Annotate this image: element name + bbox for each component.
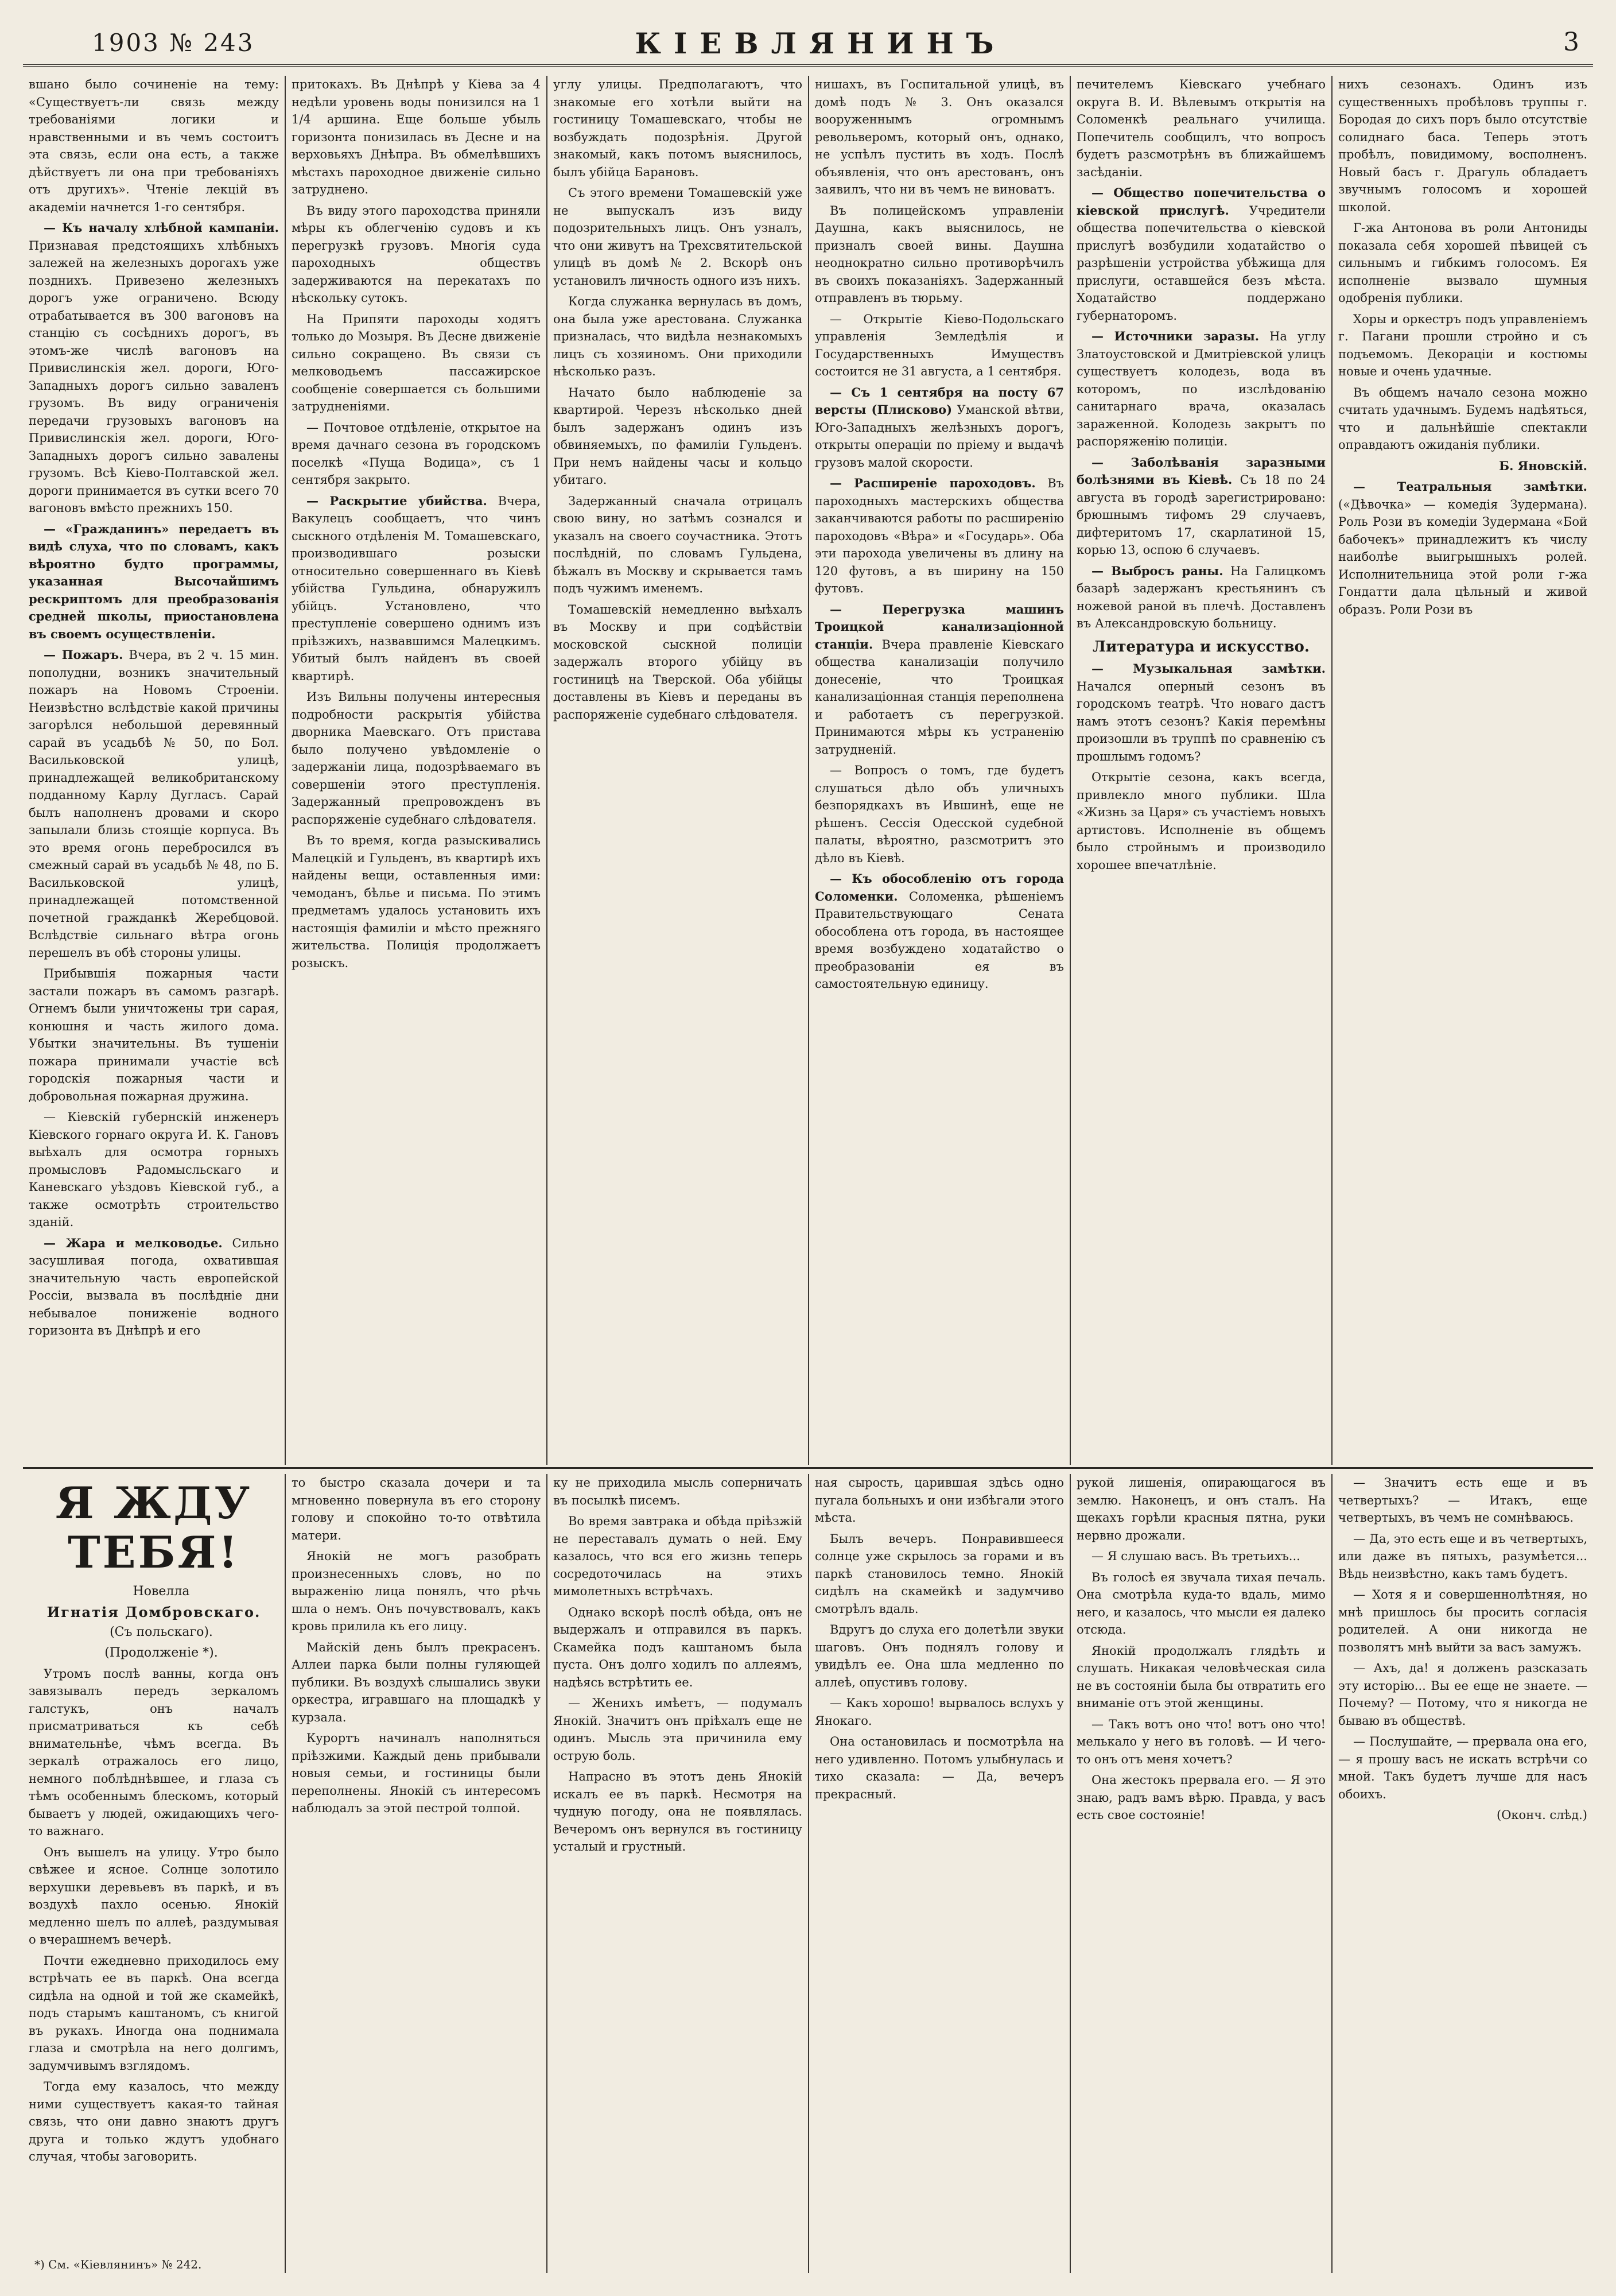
paragraph: Когда служанка вернулась въ домъ, она была уже арестована. Служанка призналась, что видѣла незнакомыхъ лицъ съ хозяиномъ. Они приходили нѣсколько разъ. bbox=[553, 294, 802, 378]
paragraph: Открытіе сезона, какъ всегда, привлекло много публики. Шла «Жизнь за Царя» съ участіемъ новыхъ артистовъ. Исполненіе въ общемъ было стройнымъ и производило хорошее впечатлѣніе. bbox=[1077, 770, 1326, 872]
news-text: Вчера, въ 2 ч. 15 мин. пополудни, возникъ значительный пожаръ на Новомъ Строеніи. Неизвѣстно вслѣдствіе какой причины загорѣлся небольшой деревянный сарай въ усадьбѣ № 50, по Бол. Васильковской улицѣ, принадлежащей великобританскому подданному Карлу Дугласъ. Сарай былъ наполненъ дровами и скоро запылали близь стоящіе корпуса. Въ это время огонь перебросился въ смежный сарай въ усадьбѣ № 48, по Б. Васильковской улицѣ, принадлежащей потомственной почетной гражданкѣ Жеребцовой. Вслѣдствіе сильнаго вѣтра огонь перешелъ въ обѣ стороны улицы. bbox=[29, 648, 279, 960]
news-heading: — Къ началу хлѣбной кампаніи. bbox=[44, 220, 279, 235]
news-text: Начался оперный сезонъ въ городскомъ театрѣ. Что новаго дастъ намъ этотъ сезонъ? Какія перемѣны произошли въ труппѣ по сравненію съ прошлымъ годомъ? bbox=[1077, 679, 1326, 763]
paragraph: Въ общемъ начало сезона можно считать удачнымъ. Будемъ надѣяться, что и дальнѣйшіе спектакли оправдаютъ ожиданія публики. bbox=[1338, 385, 1587, 452]
paragraph: нихъ сезонахъ. Одинъ изъ существенныхъ пробѣловъ труппы г. Бородая до сихъ поръ было отсутствіе солиднаго баса. Теперь этотъ пробѣлъ, повидимому, восполненъ. Новый басъ г. Драгуль обладаетъ звучнымъ голосомъ и хорошей школой. bbox=[1338, 77, 1587, 214]
news-text: Вчера, Вакулецъ сообщаетъ, что чинъ сыскного отдѣленія М. Томашевскаго, производившаго розыски относительно совершеннаго въ Кіевѣ убійства Гульдина, обнаружилъ убійцъ. Установлено, что преступленіе совершено однимъ изъ пріѣзжихъ, назвавшимся Малецкимъ. Убитый былъ найденъ въ своей квартирѣ. bbox=[292, 494, 541, 683]
paragraph: — Да, это есть еще и въ четвертыхъ, или даже въ пятыхъ, разумѣется... Вѣдь неизвѣстно, какъ тамъ будетъ. bbox=[1338, 1531, 1587, 1581]
paragraph: печителемъ Кіевскаго учебнаго округа В. И. Вѣлевымъ открытія на Соломенкѣ реальнаго училища. Попечитель сообщилъ, что вопросъ будетъ разсмотрѣнъ въ ближайшемъ засѣданіи. bbox=[1077, 77, 1326, 179]
paragraph bbox=[292, 492, 541, 685]
paragraph: Прибывшія пожарныя части застали пожаръ въ самомъ разгарѣ. Огнемъ были уничтожены три сарая, конюшня и часть жилого дома. Убытки значительны. Въ тушеніи пожара принимали участіе всѣ городскія пожарныя части и добровольная пожарная дружина. bbox=[29, 967, 279, 1103]
paragraph: Янокій продолжалъ глядѣть и слушать. Никакая человѣческая сила не въ состояніи была бы отвратить его вниманіе отъ этой женщины. bbox=[1077, 1643, 1326, 1710]
paragraph: — Такъ вотъ оно что! вотъ оно что! мелькало у него въ головѣ. — И чего-то онъ отъ меня хочетъ? bbox=[1077, 1717, 1326, 1766]
news-heading: — Къ обособленію отъ города Соломенки. bbox=[815, 871, 1064, 903]
paragraph bbox=[1338, 478, 1587, 618]
masthead bbox=[23, 23, 1593, 67]
paragraph bbox=[1077, 563, 1326, 633]
paragraph: Томашевскій немедленно выѣхалъ въ Москву и при содѣйствіи московской сыскной полиціи задержалъ второго убійцу въ гостиницѣ на Тверской. Оба убійцы доставлены въ Кіевъ и переданы въ распоряженіе судебнаго слѣдователя. bbox=[553, 602, 802, 722]
paragraph: Съ этого времени Томашевскій уже не выпускалъ изъ виду подозрительныхъ лицъ. Онъ узналъ, что они живутъ на Трехсвятительской улицѣ въ домѣ № 2. Вскорѣ онъ установилъ личность одного изъ нихъ. bbox=[553, 186, 802, 288]
paragraph: притокахъ. Въ Днѣпрѣ у Кіева за 4 недѣли уровень воды понизился на 1 1/4 аршина. Еще больше убыль горизонта понизилась въ Десне и на верховьяхъ Днѣпра. Въ обмелѣвшихъ мѣстахъ пароходное движеніе сильно затруднено. bbox=[292, 77, 541, 196]
paragraph: Янокій не могъ разобрать произнесенныхъ словъ, но по выраженію лица понялъ, что рѣчь шла о немъ. Онъ почувствовалъ, какъ кровь прилила къ его лицу. bbox=[292, 1549, 541, 1633]
paragraph: Изъ Вильны получены интересныя подробности раскрытія убійства дворника Маевскаго. Отъ пристава было получено увѣдомленіе о задержаніи лица, подозрѣваемаго въ совершеніи этого преступленія. Задержанный препровожденъ въ распоряженіе судебнаго слѣдователя. bbox=[292, 690, 541, 827]
news-heading: — Перегрузка машинъ Троицкой канализаціонной станціи. bbox=[815, 602, 1064, 651]
news-heading: — Съ 1 сентября на посту 67 версты (Плисково) bbox=[815, 385, 1064, 417]
footnote: *) См. «Кіевлянинъ» № 242. bbox=[34, 2257, 202, 2271]
paragraph: — Послушайте, — прервала она его, — я прошу васъ не искать встрѣчи со мной. Такъ будетъ лучше для насъ обоихъ. bbox=[1338, 1735, 1587, 1801]
paragraph: — Хотя я и совершеннолѣтняя, но мнѣ пришлось бы просить согласія родителей. А они никогда не позволятъ мнѣ выйти за васъ замужъ. bbox=[1338, 1588, 1587, 1654]
news-heading: — Пожаръ. bbox=[44, 647, 123, 662]
column-5 bbox=[1071, 76, 1331, 1465]
paragraph: рукой лишенія, опирающагося въ землю. Наконецъ, и онъ сталъ. На щекахъ горѣли красныя пятна, руки нервно дрожали. bbox=[1077, 1476, 1326, 1542]
column-3 bbox=[547, 76, 808, 1465]
feuilleton-author: Игнатія Домбровскаго. bbox=[46, 1604, 261, 1620]
paragraph: Почти ежедневно приходилось ему встрѣчать ее въ паркѣ. Она всегда сидѣла на одной и той же скамейкѣ, подъ старымъ каштаномъ, съ книгой въ рукахъ. Иногда она поднимала глаза и смотрѣла на него долгимъ, задумчивымъ взглядомъ. bbox=[29, 1953, 279, 2073]
news-text: Сильно засушливая погода, охватившая значительную часть европейской Россіи, вызвала въ послѣдніе дни небывалое пониженіе водного горизонта въ Днѣпрѣ и его bbox=[29, 1236, 279, 1337]
news-heading: — Выбросъ раны. bbox=[1091, 563, 1223, 578]
feuilleton bbox=[23, 1474, 1593, 2273]
news-heading: — Общество попечительства о кіевской прислугѣ. bbox=[1077, 185, 1326, 218]
paragraph: ку не приходила мысль сопернича͏ть въ посылкѣ писемъ. bbox=[553, 1476, 802, 1507]
paragraph: Въ виду этого пароходства приняли мѣры къ облегченію судовъ и къ перегрузкѣ грузовъ. Многія суда пароходныхъ обществъ задерживаются на перекатахъ по нѣскольку сутокъ. bbox=[292, 203, 541, 305]
section-title: Литература и искусство. bbox=[1093, 638, 1310, 656]
paragraph bbox=[815, 475, 1064, 598]
news-heading: — Заболѣванія заразными болѣзнями въ Кіевѣ. bbox=[1077, 455, 1326, 487]
paragraph: Въ голосѣ ея звучала тихая печаль. Она смотрѣла куда-то вдаль, мимо него, и казалось, что мысли ея далеко отсюда. bbox=[1077, 1570, 1326, 1636]
news-text: Признавая предстоящихъ хлѣбныхъ залежей на железныхъ дорогахъ уже позднихъ. Привезено железныхъ дорогъ уже ограничено. Всюду отрабатывается въ 300 вагоновъ на станцію съ сосѣднихъ дорогъ, въ этомъ-же числѣ вагоновъ на Привислинскія жел. дороги, Юго-Западныхъ дорогъ сильно заваленъ грузомъ. Въ виду ограниченія передачи грузовыхъ вагоновъ на Привислинскія жел. дороги, Юго-Западныхъ дорогъ сильно завалены грузомъ. Всѣ Кіево-Полтавской жел. дороги принимается въ сутки всего 70 вагоновъ вмѣсто прежнихъ 150. bbox=[29, 238, 279, 515]
paragraph bbox=[29, 219, 279, 517]
paragraph: Задержанный сначала отрицалъ свою вину, но затѣмъ сознался и указалъ на своего соучастника. Этотъ послѣдній, по словамъ Гульдена, бѣжалъ въ Москву и скрывается тамъ подъ чужимъ именемъ. bbox=[553, 494, 802, 595]
paragraph: На Припяти пароходы ходятъ только до Мозыря. Въ Десне движеніе сильно сокращено. Въ связи съ мелководьемъ пассажирское сообщеніе совершается съ большими затрудненіями. bbox=[292, 312, 541, 413]
news-text: Съ 18 по 24 августа въ городѣ зарегистрировано: брюшнымъ тифомъ 29 случаевъ, дифтеритомъ 17, скарлатиной 15, корью 13, оспою 6 случаевъ. bbox=[1077, 473, 1326, 557]
paragraph: — Женихъ имѣетъ, — подумалъ Янокій. Значитъ онъ пріѣхалъ еще не одинъ. Мысль эта причинила ему острую боль. bbox=[553, 1696, 802, 1763]
feuilleton-column-6 bbox=[1333, 1474, 1593, 2273]
paragraph: — Я слушаю васъ. Въ третьихъ... bbox=[1091, 1549, 1300, 1563]
news-columns bbox=[23, 76, 1593, 1465]
news-text: («Дѣвочка» — комедія Зудермана). Роль Рози въ комедіи Зудермана «Бой бабочекъ» принадлежитъ къ числу наиболѣе выигрышныхъ ролей. Исполнительница этой роли г-жа Гондатти дала цѣльный и живой образъ. Роли Рози въ bbox=[1338, 497, 1587, 616]
paragraph: Онъ вышелъ на улицу. Утро было свѣжее и ясное. Солнце золотило верхушки деревьевъ въ паркѣ, и въ воздухѣ пахло осенью. Янокій медленно шелъ по аллеѣ, раздумывая о вчерашнемъ вечерѣ. bbox=[29, 1845, 279, 1946]
paragraph: то быстро сказала дочери и та мгновенно повернула въ его сторону голову и спокойно то-то отвѣтила матери. bbox=[292, 1476, 541, 1542]
news-text: Уманской вѣтви, Юго-Западныхъ желѣзныхъ дорогъ, открыты операціи по пріему и выдачѣ грузовъ малой скорости. bbox=[815, 403, 1064, 470]
feuilleton-column-2 bbox=[286, 1474, 546, 2273]
paragraph bbox=[1077, 454, 1326, 559]
paragraph: Въ полицейскомъ управленіи Даушна, какъ выяснилось, не призналъ своей вины. Даушна неоднократно сильно противорѣчилъ въ своихъ показаніяхъ. Задержанный отправленъ въ тюрьму. bbox=[815, 203, 1064, 305]
news-heading: — Раскрытие убийства. bbox=[306, 493, 487, 508]
paragraph: Тогда ему казалось, что между ними существуетъ какая-то тайная связь, что они давно знаютъ другъ друга и только ждутъ удобнаго случая, чтобы заговорить. bbox=[29, 2080, 279, 2163]
column-2 bbox=[286, 76, 546, 1465]
feuilleton-column-1 bbox=[23, 1474, 285, 2273]
paragraph: нишахъ, въ Госпитальной улицѣ, въ домѣ подъ № 3. Онъ оказался вооруженнымъ огромнымъ револьверомъ, который онъ, однако, не успѣлъ пустить въ ходъ. Послѣ объявленія, что онъ арестованъ, онъ заявилъ, что ни въ чемъ не виноватъ. bbox=[815, 77, 1064, 196]
paragraph: Напрасно въ этотъ день Янокій искалъ ее въ паркѣ. Несмотря на чудную погоду, она не появлялась. Вечеромъ онъ вернулся въ гостиницу усталый и грустный. bbox=[553, 1770, 802, 1853]
column-1 bbox=[23, 76, 285, 1465]
feuilleton-divider bbox=[23, 1467, 1593, 1469]
news-heading: — Театральныя замѣтки. bbox=[1353, 479, 1587, 494]
paragraph: Майскій день былъ прекрасенъ. Аллеи парка были полны гуляющей публики. Въ воздухѣ слышались звуки оркестра, игравшаго на площадкѣ у курзала. bbox=[292, 1640, 541, 1724]
paragraph: Начато было наблюденіе за квартирой. Черезъ нѣсколько дней былъ задержанъ одинъ изъ обвиняемыхъ, по фамиліи Гульденъ. При немъ найдены часы и кольцо убитаго. bbox=[553, 385, 802, 487]
paragraph: Былъ вечеръ. Понравившееся солнце уже скрылось за горами и въ паркѣ становилось темно. Янокій сидѣлъ на скамейкѣ и задумчиво смотрѣлъ вдаль. bbox=[815, 1531, 1064, 1616]
news-text: На Галицкомъ базарѣ задержанъ крестьянинъ съ ножевой раной въ плечѣ. Доставленъ въ Александровскую больницу. bbox=[1077, 564, 1326, 630]
paragraph: Вдругъ до слуха его долетѣли звуки шаговъ. Онъ поднялъ голову и увидѣлъ ее. Она шла медленно по аллеѣ, опустивъ голову. bbox=[815, 1623, 1064, 1689]
paragraph bbox=[815, 870, 1064, 993]
paragraph bbox=[815, 601, 1064, 759]
feuilleton-continuation: (Продолженіе *). bbox=[104, 1645, 218, 1660]
paragraph: — Вопросъ о томъ, где будетъ слушаться дѣло объ уличныхъ безпорядкахъ въ Ившинѣ, еще не рѣшенъ. Сессія Одесской судебной палаты, вѣроятно, разсмотритъ это дѣло въ Кіевѣ. bbox=[815, 763, 1064, 865]
paragraph: углу улицы. Предполагаютъ, что знакомые его хотѣли выйти на гостиницу Томашевскаго, чтобы не возбуждать подозрѣнія. Другой знакомый, какъ потомъ выяснилось, былъ убійца Барановъ. bbox=[553, 77, 802, 179]
issue-date: 1903 № 243 bbox=[92, 29, 255, 57]
paragraph: — Кіевскій губернскій инженеръ Кіевского горнаго округа И. К. Гановъ выѣхалъ для осмотра горныхъ промысловъ Радомысльскаго и Каневскаго уѣздовъ Кіевской губ., а также осмотрѣть строительство зданій. bbox=[29, 1110, 279, 1229]
paragraph: вшано было сочиненіе на тему: «Существуетъ-ли связь между требованіями логики и нравственными и въ чемъ состоитъ эта связь, если она есть, а также дѣйствуетъ ли она при требованіяхъ отъ другихъ». Чтеніе лекцій въ академіи начнется 1-го сентября. bbox=[29, 77, 279, 214]
column-6 bbox=[1333, 76, 1593, 1465]
paragraph: Однако вскорѣ послѣ обѣда, онъ не выдержалъ и отправился въ паркъ. Скамейка подъ каштаномъ была пуста. Онъ долго ходилъ по аллеямъ, надѣясь встрѣтить ее. bbox=[553, 1605, 802, 1689]
paragraph: Хоры и оркестръ подъ управленіемъ г. Пагани прошли стройно и съ подъемомъ. Декораціи и костюмы новые и очень удачные. bbox=[1338, 312, 1587, 378]
paragraph: Курортъ начиналъ наполняться пріѣзжими. Каждый день прибывали новыя семьи, и гостиницы были переполнены. Янокій съ интересомъ наблюдалъ за этой пестрой толпой. bbox=[292, 1731, 541, 1815]
paragraph: — Открытіе Кіево-Подольскаго управленія Земледѣлія и Государственныхъ Имуществъ состоится не 31 августа, а 1 сентября. bbox=[815, 312, 1064, 378]
news-heading: — Расширеніе пароходовъ. bbox=[830, 476, 1036, 490]
paragraph: — Значитъ есть еще и въ четвертыхъ? — Итакъ, еще четвертыхъ, въ чемъ не сомнѣваюсь. bbox=[1338, 1476, 1587, 1525]
paragraph bbox=[815, 384, 1064, 472]
column-4 bbox=[809, 76, 1070, 1465]
paragraph bbox=[1077, 184, 1326, 324]
news-text: Въ пароходныхъ мастерскихъ общества заканчиваются работы по расширенію пароходовъ «Вѣра» и «Государь». Оба эти парохода увеличены въ длину на 120 футовъ, а въ ширину на 150 футовъ. bbox=[815, 476, 1064, 595]
paragraph: Утромъ послѣ ванны, когда онъ завязывалъ передъ зеркаломъ галстукъ, онъ началъ присматриваться къ себѣ внимательнѣе, чѣмъ всегда. Въ зеркалѣ отражалось его лицо, немного поблѣднѣвшее, и глаза съ тѣмъ особеннымъ блескомъ, который бываетъ у людей, ожидающихъ чего-то важнаго. bbox=[29, 1666, 279, 1838]
paragraph: — Какъ хорошо! вырвалось вслухъ у Янокаго. bbox=[815, 1696, 1064, 1728]
feuilleton-genre: Новелла bbox=[133, 1584, 190, 1599]
paragraph: — «Гражданинъ» передаетъ въ видѣ слуха, что по словамъ, какъ вѣроятно будто программы, указанная Высочайшимъ рескриптомъ для преобразованія средней школы, приостановлена въ своемъ осуществленіи. bbox=[29, 521, 279, 641]
paragraph bbox=[29, 1235, 279, 1340]
paragraph bbox=[1077, 660, 1326, 765]
paragraph: — Ахъ, да! я долженъ разсказать эту исторію... Вы ее еще не знаете. — Почему? — Потому, что я никогда не бываю въ обществѣ. bbox=[1338, 1661, 1587, 1728]
feuilleton-column-3 bbox=[547, 1474, 808, 2273]
paragraph: ная сырость, царившая здѣсь одно пугала больныхъ и они избѣгали этого мѣста. bbox=[815, 1476, 1064, 1525]
news-heading: — Жара и мелководье. bbox=[44, 1235, 223, 1250]
news-text: На углу Златоустовской и Дмитріевской улицъ существуетъ колодезь, вода въ которомъ, по изслѣдованію санитарнаго врача, оказалась зараженной. Колодезь закрытъ по распоряженію полиціи. bbox=[1077, 329, 1326, 448]
feuilleton-column-4 bbox=[809, 1474, 1070, 2273]
news-heading: — Музыкальная замѣтки. bbox=[1091, 661, 1326, 676]
paragraph: Въ то время, когда разыскивались Малецкій и Гульденъ, въ квартирѣ ихъ найдены вещи, оставленныя ими: чемоданъ, бѣлье и письма. По этимъ предметамъ удалось установить ихъ настоящія фамиліи и мѣсто прежняго жительства. Полиція продолжаетъ розыскъ. bbox=[292, 833, 541, 970]
feuilleton-column-5 bbox=[1071, 1474, 1331, 2273]
paragraph: Г-жа Антонова въ роли Антониды показала себя хорошей пѣвицей съ сильнымъ и гибкимъ голосомъ. Ея исполненіе вызвало шумныя одобренія публики. bbox=[1338, 221, 1587, 305]
news-heading: — Источники заразы. bbox=[1091, 329, 1260, 343]
paragraph: Она жестокъ прервала его. — Я это знаю, радъ вамъ вѣрю. Правда, у васъ есть свое состояніе! bbox=[1077, 1773, 1326, 1822]
news-text: Учредители общества попечительства о кіевской прислугѣ возбудили ходатайство о разрѣшеніи устройства убѣжища для прислуги, оставшейся безъ мѣста. Ходатайство поддержано губернаторомъ. bbox=[1077, 203, 1326, 323]
continuation-note: (Оконч. слѣд.) bbox=[1497, 1808, 1587, 1822]
paragraph: — Почтовое отдѣленіе, открытое на время дачнаго сезона въ городскомъ поселкѣ «Пуща Водица», съ 1 сентября закрыто. bbox=[292, 420, 541, 487]
paragraph: Во время завтрака и обѣда пріѣзжій не переставалъ думать о ней. Ему казалось, что вся его жизнь теперь сосредоточилась на этихъ мимолетныхъ встрѣчахъ. bbox=[553, 1514, 802, 1598]
paragraph bbox=[1077, 328, 1326, 451]
feuilleton-translation-note: (Съ польскаго). bbox=[110, 1624, 213, 1639]
news-text: Вчера правленіе Кіевскаго общества канализаціи получило донесеніе, что Троицкая канализаціонная станція переполнена и работаетъ съ перегрузкой. Принимаются мѣры къ устраненію затрудненій. bbox=[815, 637, 1064, 757]
news-text: Соломенка, рѣшеніемъ Правительствующаго Сената обособлена отъ города, въ настоящее время возбуждено ходатайство о преобразованіи ея въ самостоятельную единицу. bbox=[815, 889, 1064, 991]
author-signature: Б. Яновскій. bbox=[1499, 458, 1587, 473]
paragraph bbox=[29, 646, 279, 961]
newspaper-page bbox=[23, 23, 1593, 2273]
feuilleton-title: Я ЖДУ ТЕБЯ! bbox=[55, 1477, 252, 1578]
paragraph: Она остановилась и посмотрѣла на него удивленно. Потомъ улыбнулась и тихо сказала: — Да, вечеръ прекрасный. bbox=[815, 1735, 1064, 1801]
page-number: 3 bbox=[1563, 28, 1579, 57]
newspaper-title: КІЕВЛЯНИНЪ bbox=[635, 26, 1007, 60]
